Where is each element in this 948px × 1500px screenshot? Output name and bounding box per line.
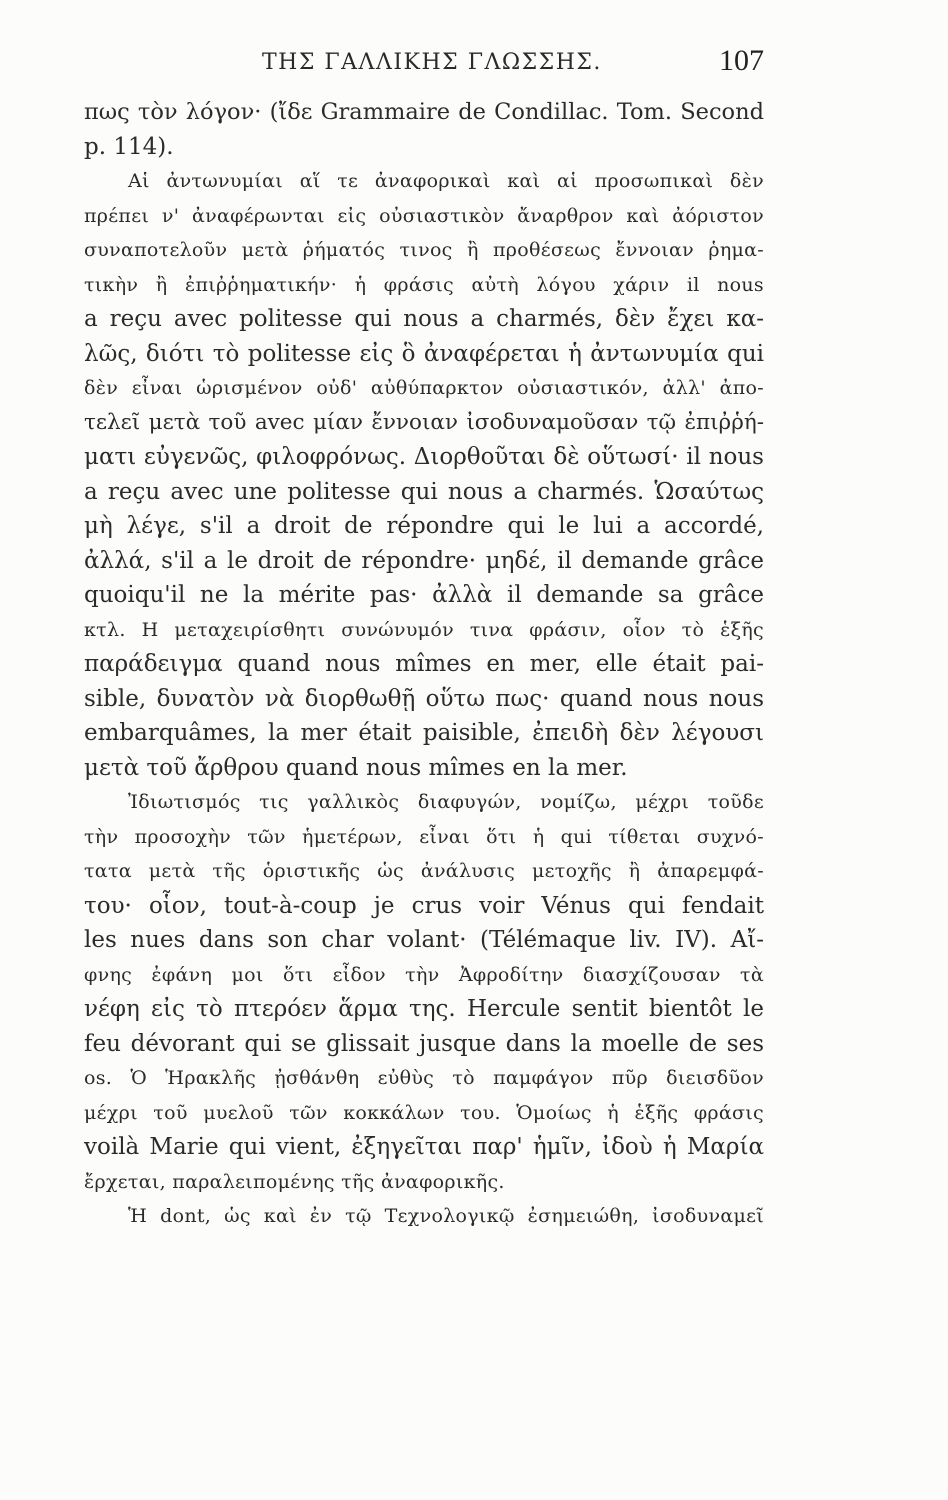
text-line: τικὴν ἢ ἐπιῤῥηματικήν· ἡ φράσις αὐτὴ λόγου χάριν il nous (84, 273, 764, 296)
text-line: voilà Marie qui vient, ἐξηγεῖται παρ' ἡμῖν, ἰδοὺ ἡ Μαρία (84, 1134, 764, 1160)
text-line: feu dévorant qui se glissait jusque dans la moelle de ses (84, 1030, 764, 1057)
text-line: ἔρχεται, παραλειπομένης τῆς ἀναφορικῆς. (84, 1170, 505, 1193)
page-header (84, 44, 764, 94)
text-line: les nues dans son char volant· (Télémaque liv. IV). Αἴ- (84, 927, 764, 953)
text-line: μὴ λέγε, s'il a droit de répondre qui le lui a accordé, (84, 513, 764, 539)
text-line: πρέπει ν' ἀναφέρωνται εἰς οὐσιαστικὸν ἄναρθρον καὶ ἀόριστον (84, 204, 764, 227)
body-text (84, 95, 764, 1234)
text-line: Ἡ dont, ὡς καὶ ἐν τῷ Τεχνολογικῷ ἐσημειώθη, ἰσοδυναμεῖ (128, 1205, 764, 1227)
text-line: a reçu avec politesse qui nous a charmés, δὲν ἔχει κα- (84, 306, 764, 332)
text-line: συναποτελοῦν μετὰ ῥήματός τινος ἢ προθέσεως ἔννοιαν ῥημα- (84, 239, 764, 261)
text-line: embarquâmes, la mer était paisible, ἐπειδὴ δὲν λέγουσι (84, 720, 764, 746)
running-title: ΤΗΣ ΓΑΛΛΙΚΗΣ ΓΛΩΣΣΗΣ. (262, 50, 602, 75)
text-line: quoiqu'il ne la mérite pas· ἀλλὰ il demande sa grâce (84, 582, 764, 608)
text-line: a reçu avec une politesse qui nous a charmés. Ὡσαύτως (84, 478, 764, 505)
text-line: παράδειγμα quand nous mîmes en mer, elle était pai- (84, 651, 764, 677)
text-line: p. 114). (84, 133, 174, 160)
text-line: κτλ. Η μεταχειρίσθητι συνώνυμόν τινα φράσιν, οἷον τὸ ἑξῆς (84, 618, 764, 641)
text-line: os. Ὁ Ἡρακλῆς ᾐσθάνθη εὐθὺς τὸ παμφάγον πῦρ διεισδῦον (84, 1067, 764, 1089)
text-line: μετὰ τοῦ ἄρθρου quand nous mîmes en la mer. (84, 754, 628, 781)
text-line: δὲν εἶναι ὡρισμένον οὐδ' αὐθύπαρκτον οὐσιαστικόν, ἀλλ' ἀπο- (84, 377, 764, 399)
text-line: τατα μετὰ τῆς ὁριστικῆς ὡς ἀνάλυσις μετοχῆς ἢ ἀπαρεμφά- (84, 860, 764, 882)
text-line: λῶς, διότι τὸ politesse εἰς ὃ ἀναφέρεται ἡ ἀντωνυμία qui (84, 340, 764, 367)
text-line: νέφη εἰς τὸ πτερόεν ἅρμα της. Hercule sentit bientôt le (84, 996, 764, 1022)
text-line: ματι εὐγενῶς, φιλοφρόνως. Διορθοῦται δὲ οὕτωσί· il nous (84, 444, 764, 470)
text-line: τὴν προσοχὴν τῶν ἡμετέρων, εἶναι ὅτι ἡ qui τίθεται συχνό- (84, 825, 764, 848)
text-line: sible, δυνατὸν νὰ διορθωθῇ οὕτω πως· quand nous nous (84, 685, 764, 712)
text-line: πως τὸν λόγον· (ἴδε Grammaire de Condillac. Tom. Second (84, 99, 764, 125)
text-line: ἀλλά, s'il a le droit de répondre· μηδέ, il demande grâce (84, 547, 764, 574)
text-line: μέχρι τοῦ μυελοῦ τῶν κοκκάλων του. Ὁμοίως ἡ ἑξῆς φράσις (84, 1101, 764, 1124)
text-line: τελεῖ μετὰ τοῦ avec μίαν ἔννοιαν ἰσοδυναμοῦσαν τῷ ἐπιῤῥή- (84, 409, 764, 435)
text-line: του· οἷον, tout-à-coup je crus voir Vénus qui fendait (84, 892, 764, 919)
text-line: Ἰδιωτισμός τις γαλλικὸς διαφυγών, νομίζω, μέχρι τοῦδε (128, 791, 764, 813)
text-line: φνης ἐφάνη μοι ὅτι εἶδον τὴν Ἀφροδίτην διασχίζουσαν τὰ (84, 963, 764, 986)
page-number: 107 (719, 44, 764, 77)
text-line: Αἱ ἀντωνυμίαι αἵ τε ἀναφορικαὶ καὶ αἱ προσωπικαὶ δὲν (128, 170, 764, 192)
